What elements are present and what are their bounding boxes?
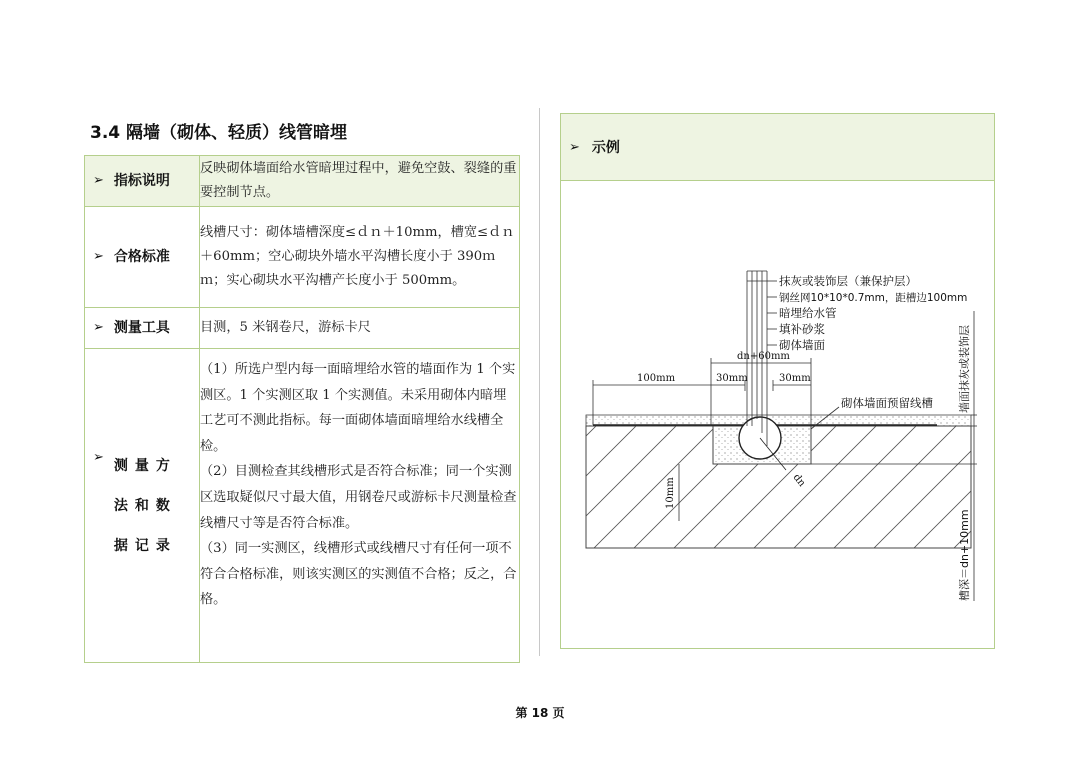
table-row-standard [85,207,520,308]
row-content: 目测，5 米钢卷尺，游标卡尺 [200,308,520,349]
arrow-bullet-icon: ➢ [93,249,104,264]
row-label-cell [85,207,200,308]
spec-table [84,155,520,663]
dim-100mm: 100mm [637,373,676,384]
table-row-indicator [85,156,520,207]
method-paragraph: （2）目测检查其线槽形式是否符合标准；同一个实测区选取疑似尺寸最大值，用钢卷尺或游标卡尺测量检查线槽尺寸等是否符合标准。 [200,464,517,531]
method-paragraph: （3）同一实测区，线槽形式或线槽尺寸有任何一项不符合合格标准，则该实测区的实测值不合格；反之，合格。 [200,541,517,608]
callout-plaster: 抹灰或装饰层（兼保护层） [779,274,917,288]
callout-pipe: 暗埋给水管 [779,306,837,320]
arrow-bullet-icon: ➢ [93,320,104,335]
table-row-tools [85,308,520,349]
column-divider [539,108,540,656]
arrow-bullet-icon: ➢ [93,449,104,465]
example-title: 示例 [591,140,620,156]
groove-label: 砌体墙面预留线槽 [841,396,933,410]
callout-mesh: 钢丝网10*10*0.7mm，距槽边100mm [779,292,968,304]
row-content: 线槽尺寸：砌体墙槽深度≤ｄｎ＋10mm，槽宽≤ｄｎ＋60mm；空心砌块外墙水平沟槽长度小于 390ｍｍ；实心砌块水平沟槽产长度小于 500mm。 [200,207,520,308]
row-label: 合格标准 [113,249,170,265]
dim-dn-60: dn+60mm [737,351,790,362]
row-label-cell [85,156,200,207]
row-label: 测量工具 [113,320,170,336]
row-label: 测量方法和数据记录 [113,457,177,554]
right-label-plaster: 墙面抹灰或装饰层 [958,325,971,413]
section-title: 3.4 隔墙（砌体、轻质）线管暗埋 [90,123,348,143]
dim-30mm-right: 30mm [779,373,811,384]
pipe-label: dn [790,472,808,489]
row-content [200,349,520,663]
row-label-cell [85,349,200,663]
method-paragraph: （1）所选户型内每一面暗埋给水管的墙面作为 1 个实测区。1 个实测区取 1 个实测值。未采用砌体内暗埋工艺可不测此指标。每一面砌体墙面暗埋给水线槽全检。 [200,362,516,454]
row-label-cell [85,308,200,349]
dim-30mm-left: 30mm [716,373,748,384]
right-label-depth: 槽深＝dn+10mm [958,509,971,601]
arrow-bullet-icon: ➢ [569,139,580,155]
page-number: 第 18 页 [515,706,565,720]
callout-wall: 砌体墙面 [779,338,825,352]
example-header [561,114,994,181]
row-content: 反映砌体墙面给水管暗埋过程中，避免空鼓、裂缝的重要控制节点。 [200,156,520,207]
table-row-method [85,349,520,663]
row-label: 指标说明 [113,173,170,189]
example-panel [560,113,995,649]
groove-diagram [561,181,993,647]
arrow-bullet-icon: ➢ [93,173,104,188]
dim-10mm: 10mm [665,477,676,509]
callout-mortar: 填补砂浆 [779,322,825,336]
